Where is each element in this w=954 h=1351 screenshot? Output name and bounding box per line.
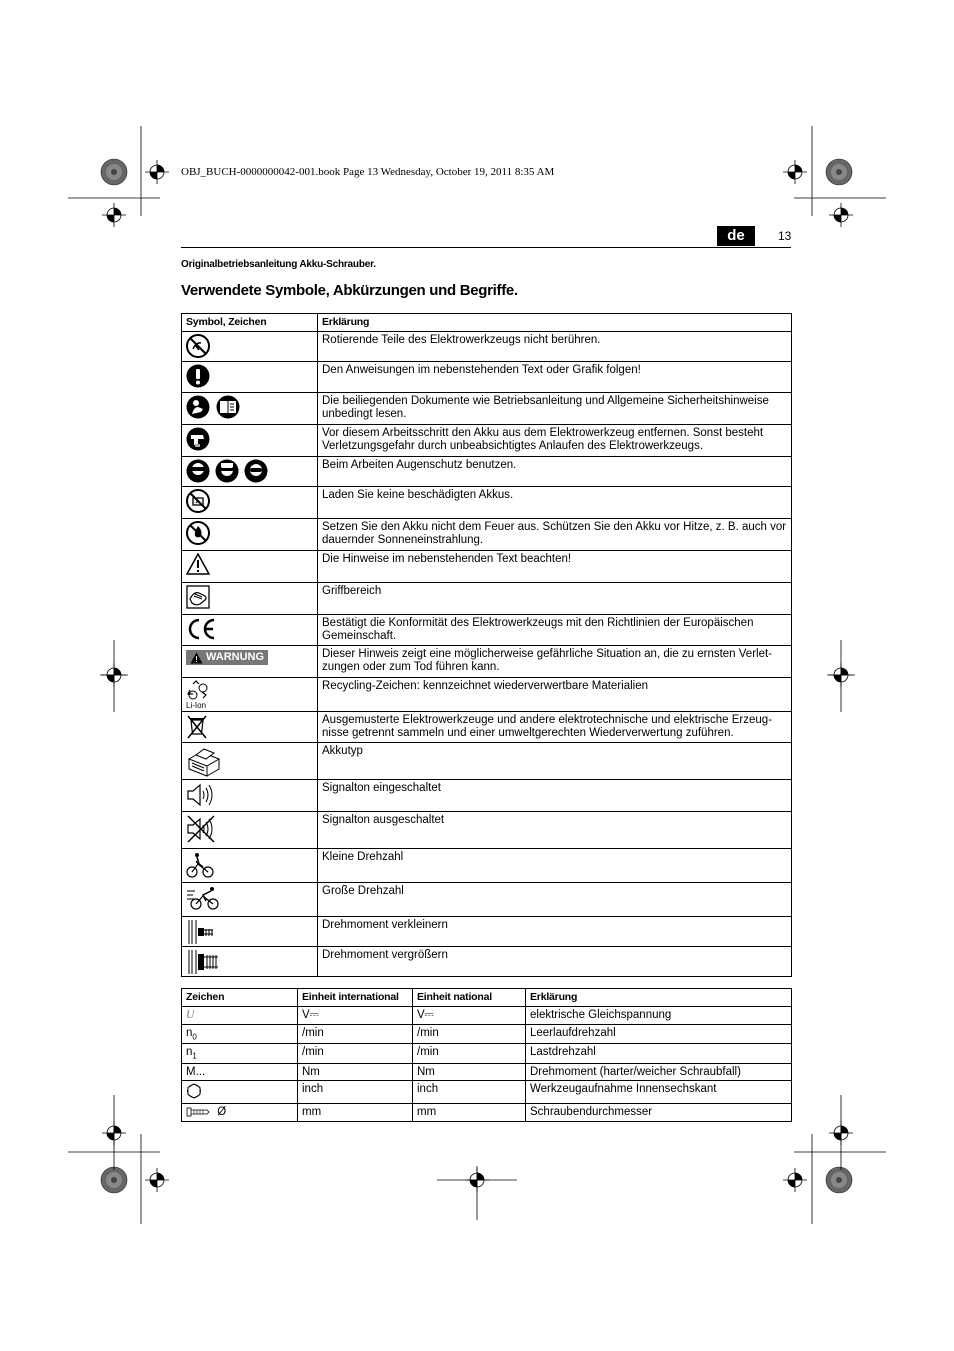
row-explanation: Drehmoment vergrößern bbox=[318, 947, 792, 977]
intl-unit-cell: mm bbox=[298, 1103, 413, 1121]
table-row bbox=[182, 646, 792, 678]
row-explanation: Beim Arbeiten Augenschutz benutzen. bbox=[318, 457, 792, 487]
row-explanation: Akkutyp bbox=[318, 743, 792, 780]
table-row bbox=[182, 551, 792, 583]
row-explanation: Die beiliegenden Dokumente wie Betriebsanleitung und Allgemeine Sicherheitshinweise unbedingt lesen. bbox=[318, 393, 792, 425]
speaker-on-icon bbox=[186, 782, 216, 808]
no-touch-rotating-icon bbox=[186, 334, 210, 358]
warning-label-icon bbox=[186, 650, 268, 665]
table-row bbox=[182, 1007, 792, 1025]
national-unit-cell: mm bbox=[413, 1103, 526, 1121]
header-rule bbox=[181, 247, 791, 248]
table-row bbox=[182, 362, 792, 393]
row-explanation: Recycling-Zeichen: kennzeichnet wiederverwertbare Materialien bbox=[318, 678, 792, 712]
table-header-row bbox=[182, 989, 792, 1007]
no-damaged-battery-icon bbox=[186, 489, 210, 513]
national-unit-cell: inch bbox=[413, 1080, 526, 1103]
sign-cell: n bbox=[186, 1046, 193, 1059]
language-tab: de bbox=[717, 226, 755, 246]
table-row bbox=[182, 1063, 792, 1080]
table-row bbox=[182, 780, 792, 812]
row-explanation: Bestätigt die Konformität des Elektrowerkzeugs mit den Richtlinien der Europäischen Gemeinschaft. bbox=[318, 615, 792, 646]
column-header-intl-unit: Einheit international bbox=[298, 989, 413, 1007]
table-row bbox=[182, 1103, 792, 1121]
diameter-sign: Ø bbox=[217, 1105, 227, 1118]
liion-label: Li-Ion bbox=[186, 701, 207, 710]
read-manual-icon bbox=[186, 395, 240, 419]
grip-area-icon bbox=[186, 585, 210, 609]
ce-mark-icon bbox=[186, 617, 216, 641]
fast-bicycle-icon bbox=[186, 885, 220, 911]
column-header-explanation: Erklärung bbox=[526, 989, 792, 1007]
row-explanation: Griffbereich bbox=[318, 583, 792, 615]
column-header-sign: Zeichen bbox=[182, 989, 298, 1007]
row-explanation: Die Hinweise im nebenstehenden Text beachten! bbox=[318, 551, 792, 583]
torque-decrease-icon bbox=[186, 919, 216, 945]
table-row bbox=[182, 883, 792, 917]
table-row bbox=[182, 712, 792, 743]
intl-unit-cell: V⎓ bbox=[298, 1007, 413, 1025]
table-row bbox=[182, 1044, 792, 1063]
row-explanation: Dieser Hinweis zeigt eine möglicherweise gefährliche Situation an, die zu ernsten Verlet- zungen oder zum Tod führen kann. bbox=[318, 646, 792, 678]
national-unit-cell: V⎓ bbox=[413, 1007, 526, 1025]
screw-diameter-icon bbox=[186, 1106, 210, 1118]
table-row bbox=[182, 615, 792, 646]
table-row bbox=[182, 812, 792, 849]
table-row bbox=[182, 425, 792, 457]
slow-bicycle-icon bbox=[186, 851, 214, 879]
table-row bbox=[182, 678, 792, 712]
recycling-icon bbox=[186, 680, 212, 702]
row-explanation: Laden Sie keine beschädigten Akkus. bbox=[318, 487, 792, 519]
row-explanation: Drehmoment verkleinern bbox=[318, 917, 792, 947]
table-row bbox=[182, 743, 792, 780]
units-table bbox=[181, 988, 792, 1122]
national-unit-cell: Nm bbox=[413, 1063, 526, 1080]
hex-socket-icon bbox=[186, 1083, 202, 1099]
row-explanation: Den Anweisungen im nebenstehenden Text oder Grafik folgen! bbox=[318, 362, 792, 393]
table-row bbox=[182, 519, 792, 551]
explanation-cell: Werkzeugaufnahme Innensechskant bbox=[526, 1080, 792, 1103]
table-row bbox=[182, 487, 792, 519]
sign-cell: U bbox=[186, 1009, 195, 1021]
table-row bbox=[182, 1025, 792, 1044]
page-number: 13 bbox=[778, 229, 792, 243]
column-header-explanation: Erklärung bbox=[318, 314, 792, 332]
intl-unit-cell: /min bbox=[298, 1025, 413, 1044]
row-explanation: Ausgemusterte Elektrowerkzeuge und andere elektrotechnische und elektrische Erzeug- nisse getrennt sammeln und einer umweltgerechten Wiederverwertung zuführen. bbox=[318, 712, 792, 743]
row-explanation: Signalton eingeschaltet bbox=[318, 780, 792, 812]
row-explanation: Signalton ausgeschaltet bbox=[318, 812, 792, 849]
table-row bbox=[182, 393, 792, 425]
torque-increase-icon bbox=[186, 949, 222, 975]
row-explanation: Große Drehzahl bbox=[318, 883, 792, 917]
table-row bbox=[182, 332, 792, 362]
battery-type-icon bbox=[186, 745, 222, 777]
national-unit-cell: /min bbox=[413, 1025, 526, 1044]
no-fire-icon bbox=[186, 521, 210, 545]
symbol-table bbox=[181, 313, 792, 977]
eye-protection-icon bbox=[186, 459, 268, 483]
exclamation-icon bbox=[186, 364, 210, 388]
table-row bbox=[182, 849, 792, 883]
column-header-symbol: Symbol, Zeichen bbox=[182, 314, 318, 332]
sign-subscript: 0 bbox=[192, 1032, 197, 1042]
sign-cell: M... bbox=[182, 1063, 298, 1080]
intl-unit-cell: /min bbox=[298, 1044, 413, 1063]
column-header-national-unit: Einheit national bbox=[413, 989, 526, 1007]
warning-triangle-small-icon bbox=[190, 652, 203, 664]
book-info-line: OBJ_BUCH-0000000042-001.book Page 13 Wednesday, October 19, 2011 8:35 AM bbox=[181, 166, 555, 178]
national-unit-cell: /min bbox=[413, 1044, 526, 1063]
intl-unit-cell: Nm bbox=[298, 1063, 413, 1080]
crossed-bin-icon bbox=[186, 714, 208, 740]
remove-battery-icon bbox=[186, 427, 210, 451]
row-explanation: Setzen Sie den Akku nicht dem Feuer aus. Schützen Sie den Akku vor Hitze, z. B. auch vor dauernder Sonneneinstrahlung. bbox=[318, 519, 792, 551]
speaker-off-icon bbox=[186, 814, 216, 844]
explanation-cell: Leerlaufdrehzahl bbox=[526, 1025, 792, 1044]
row-explanation: Vor diesem Arbeitsschritt den Akku aus dem Elektrowerkzeug entfernen. Sonst besteht Verletzungsgefahr durch unbeabsichtigtes Anlaufen des Elektrowerkzeugs. bbox=[318, 425, 792, 457]
sign-cell: n bbox=[186, 1027, 193, 1039]
document-subtitle: Originalbetriebsanleitung Akku-Schrauber. bbox=[181, 259, 376, 270]
explanation-cell: Schraubendurchmesser bbox=[526, 1103, 792, 1121]
table-row bbox=[182, 1080, 792, 1103]
explanation-cell: elektrische Gleichspannung bbox=[526, 1007, 792, 1025]
table-header-row bbox=[182, 314, 792, 332]
warning-triangle-icon bbox=[186, 553, 210, 575]
sign-subscript: 1 bbox=[192, 1051, 197, 1061]
table-row bbox=[182, 583, 792, 615]
table-row bbox=[182, 917, 792, 947]
row-explanation: Kleine Drehzahl bbox=[318, 849, 792, 883]
explanation-cell: Lastdrehzahl bbox=[526, 1044, 792, 1063]
section-heading: Verwendete Symbole, Abkürzungen und Begriffe. bbox=[181, 282, 518, 299]
table-row bbox=[182, 947, 792, 977]
row-explanation: Rotierende Teile des Elektrowerkzeugs nicht berühren. bbox=[318, 332, 792, 362]
explanation-cell: Drehmoment (harter/weicher Schraubfall) bbox=[526, 1063, 792, 1080]
intl-unit-cell: inch bbox=[298, 1080, 413, 1103]
table-row bbox=[182, 457, 792, 487]
warning-label-text: WARNUNG bbox=[206, 651, 265, 663]
